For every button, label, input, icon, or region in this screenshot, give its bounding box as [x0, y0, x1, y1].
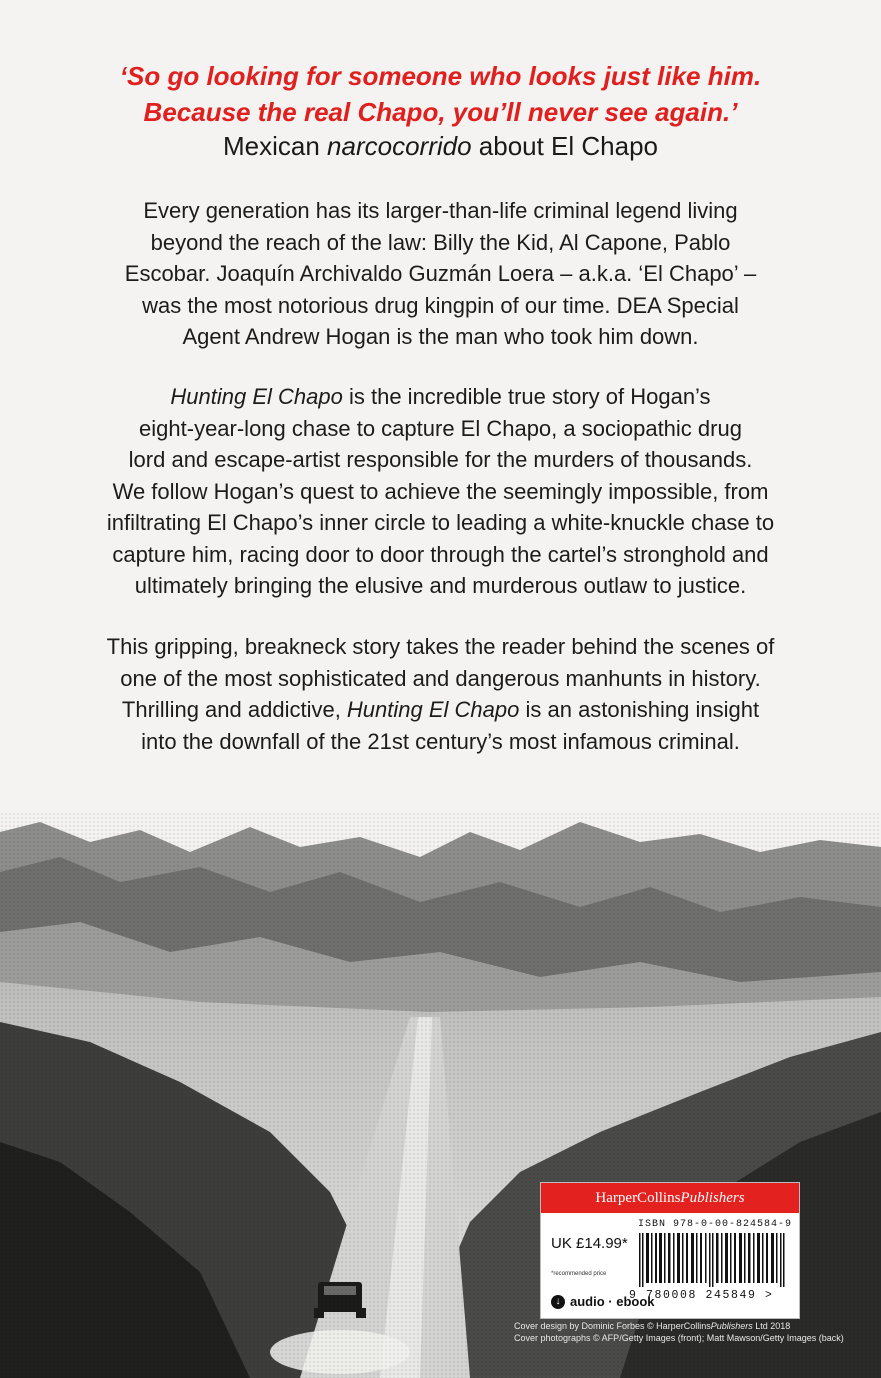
publisher-logo: HarperCollinsPublishers	[541, 1183, 799, 1213]
download-icon: ↓	[551, 1295, 565, 1309]
blurb-line: Hunting El Chapo is the incredible true story of Hogan’s	[170, 384, 711, 409]
blurb-line: was the most notorious drug kingpin of our time. DEA Special	[142, 292, 739, 318]
epigraph-quote	[60, 58, 821, 130]
blurb-line: eight-year-long chase to capture El Chapo, a sociopathic drug	[139, 415, 742, 441]
quote-line: Because the real Chapo, you’ll never see again.’	[143, 97, 738, 127]
blurb-paragraph-3	[40, 631, 841, 757]
price-label: UK £14.99*	[551, 1235, 628, 1252]
blurb-line: beyond the reach of the law: Billy the Kid, Al Capone, Pablo	[150, 229, 731, 255]
price-barcode-sticker	[540, 1182, 800, 1319]
blurb-line: into the downfall of the 21st century’s most infamous criminal.	[141, 728, 740, 754]
barcode-digits: 9 780008 245849 >	[629, 1289, 774, 1302]
recommended-price-note: *recommended price	[551, 1271, 607, 1277]
quote-line: ‘So go looking for someone who looks just like him.	[119, 61, 762, 91]
blurb-line: capture him, racing door to door through the cartel’s stronghold and	[112, 541, 769, 567]
blurb-line: Escobar. Joaquín Archivaldo Guzmán Loera – a.k.a. ‘El Chapo’ –	[124, 261, 757, 286]
blurb-paragraph-1	[40, 195, 841, 353]
blurb-paragraph-2	[40, 381, 841, 602]
credit-line: Cover design by Dominic Forbes © HarperCollinsPublishers Ltd 2018	[514, 1321, 791, 1331]
blurb-line: We follow Hogan’s quest to achieve the seemingly impossible, from	[112, 478, 769, 504]
blurb-line: Thrilling and addictive, Hunting El Chapo is an astonishing insight	[121, 697, 760, 722]
blurb-line: infiltrating El Chapo’s inner circle to leading a white-knuckle chase to	[106, 510, 775, 535]
blurb-line: one of the most sophisticated and dangerous manhunts in history.	[120, 665, 761, 691]
formats-label: ↓ audio · ebook	[551, 1294, 655, 1309]
barcode	[637, 1233, 787, 1287]
blurb-line: Agent Andrew Hogan is the man who took him down.	[182, 324, 699, 349]
blurb-line: This gripping, breakneck story takes the reader behind the scenes of	[106, 634, 775, 659]
cover-credits	[514, 1320, 844, 1344]
quote-attribution: Mexican narcocorrido about El Chapo	[222, 131, 659, 161]
credit-line: Cover photographs © AFP/Getty Images (front); Matt Mawson/Getty Images (back)	[514, 1333, 844, 1343]
blurb-line: ultimately bringing the elusive and murderous outlaw to justice.	[134, 573, 747, 598]
blurb-line: lord and escape-artist responsible for the murders of thousands.	[128, 447, 753, 472]
isbn-number: ISBN 978-0-00-824584-9	[638, 1219, 793, 1230]
blurb-line: Every generation has its larger-than-life criminal legend living	[143, 198, 738, 223]
